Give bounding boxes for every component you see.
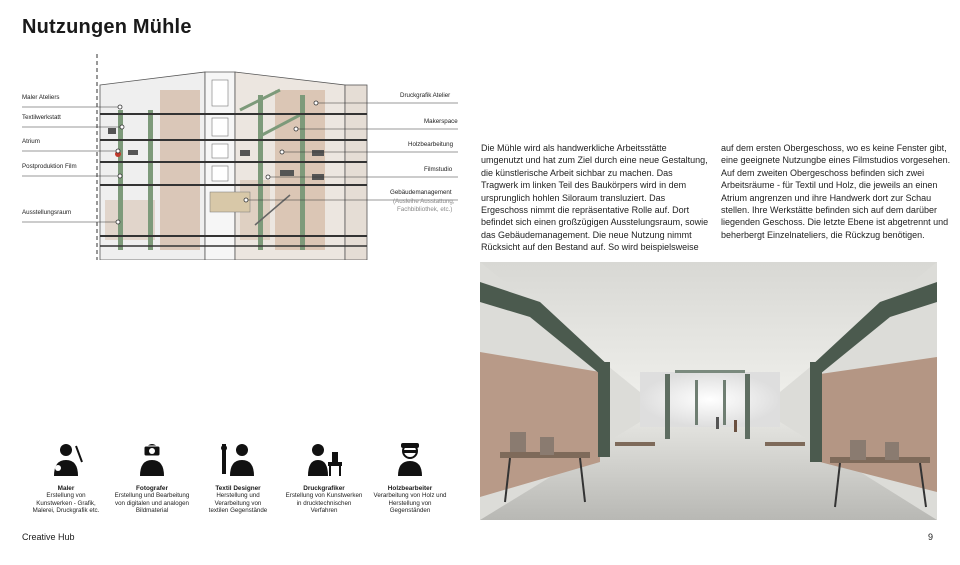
label-textilwerkstatt: Textilwerkstatt — [22, 114, 61, 121]
label-makerspace: Makerspace — [424, 118, 458, 125]
persona-maler — [20, 440, 112, 515]
persona-icons — [20, 440, 460, 540]
label-gebaeudemanagement: Gebäudemanagement — [390, 189, 452, 196]
persona-desc-line: Verfahren — [310, 507, 338, 515]
persona-title: Holzbearbeiter — [387, 485, 433, 492]
body-text-column-1: Die Mühle wird als handwerkliche Arbeitsstätte umgenutzt und hat zum Ziel durch eine neue Gestaltung, die künstlerische Arbeit sichbar zu machen. Das Tragwerk im linken Teil des Baukörpers wird in dem ursprunglich hohlen Siloraum transluziert. Das Ergeschoss nimmt die repräsentative Rolle auf. Dort befindet sich einen großzügigen Ausstelungsraum, sowie das Gebäudemanagement. Die neue Nutzung nimmt Rücksicht auf den Bestand auf. So wird beispielsweise — [481, 143, 709, 253]
section-illustration — [0, 50, 470, 260]
persona-desc-line: Verarbeitung von Holz und — [373, 492, 447, 499]
persona-desc-line: Herstellung von — [388, 499, 432, 507]
interior-render — [480, 262, 937, 520]
persona-desc-line: in drucktechnischen — [296, 499, 352, 507]
persona-desc-line: Gegenständen — [389, 507, 431, 515]
label-ausstellungsraum: Ausstellungsraum — [22, 209, 72, 216]
persona-desc-line: Verarbeitung von — [214, 499, 262, 507]
label-atrium: Atrium — [22, 138, 40, 145]
persona-fotografer — [106, 440, 198, 515]
persona-druckgrafiker — [278, 440, 370, 515]
persona-desc-line: Erstellung und Bearbeitung — [114, 492, 190, 499]
footer-title: Creative Hub — [22, 532, 75, 542]
page-title: Nutzungen Mühle — [22, 16, 192, 38]
persona-title: Fotografer — [136, 485, 168, 492]
persona-title: Textil Designer — [215, 485, 261, 492]
persona-desc-line: textilen Gegenstände — [208, 507, 268, 515]
label-druckgrafik-atelier: Druckgrafik Atelier — [400, 92, 451, 99]
label-maler-ateliers: Maler Ateliers — [22, 94, 60, 101]
persona-title: Druckgrafiker — [303, 485, 345, 492]
textile-designer-icon — [218, 440, 258, 478]
label-gebaeudemanagement-note-2: Fachbibliothek, etc.) — [397, 206, 453, 213]
painter-icon — [46, 440, 86, 478]
photographer-icon — [132, 440, 172, 478]
page-number: 9 — [928, 532, 934, 542]
label-postproduktion-film: Postproduktion Film — [22, 163, 77, 170]
persona-desc-line: Erstellung von — [46, 492, 86, 499]
label-filmstudio: Filmstudio — [424, 166, 453, 173]
persona-desc-line: Herstellung und — [216, 492, 260, 499]
persona-desc-line: Malerei, Druckgrafik etc. — [32, 507, 100, 515]
label-holzbearbeitung: Holzbearbeitung — [408, 141, 454, 148]
persona-holzbearbeiter — [364, 440, 456, 515]
persona-desc-line: Bildmaterial — [135, 507, 169, 515]
label-gebaeudemanagement-note-1: (Ausleihe Ausstattung, — [393, 198, 455, 205]
persona-textil-designer — [192, 440, 284, 515]
printmaker-icon — [304, 440, 344, 478]
persona-title: Maler — [57, 485, 75, 492]
persona-desc-line: Kunstwerken - Grafik, — [36, 499, 96, 507]
woodworker-icon — [390, 440, 430, 478]
body-text-column-2: auf dem ersten Obergeschoss, wo es keine Fenster gibt, eine geeignete Nutzungbe eines Filmstudios vorgesehen. Auf dem zweiten Obergeschoss befinden sich zwei Arbeitsräume - für Textil und Holz, die jeweils an einen Atrium angrenzen und ihre Handwerk dort zur Schau stellen. Ihre Werkstätte befinden sich auf dem darüber liegenden Geschoss. Die letzte Ebene ist abgetrennt und beherbergt Einzelnateliers, die Rückzug benötigen. — [721, 143, 951, 240]
persona-desc-line: Erstellung von Kunstwerken — [285, 492, 363, 499]
interior-render-illustration — [480, 262, 937, 520]
building-section-drawing — [0, 50, 470, 260]
persona-desc-line: von digitalen und analogen — [115, 499, 189, 507]
